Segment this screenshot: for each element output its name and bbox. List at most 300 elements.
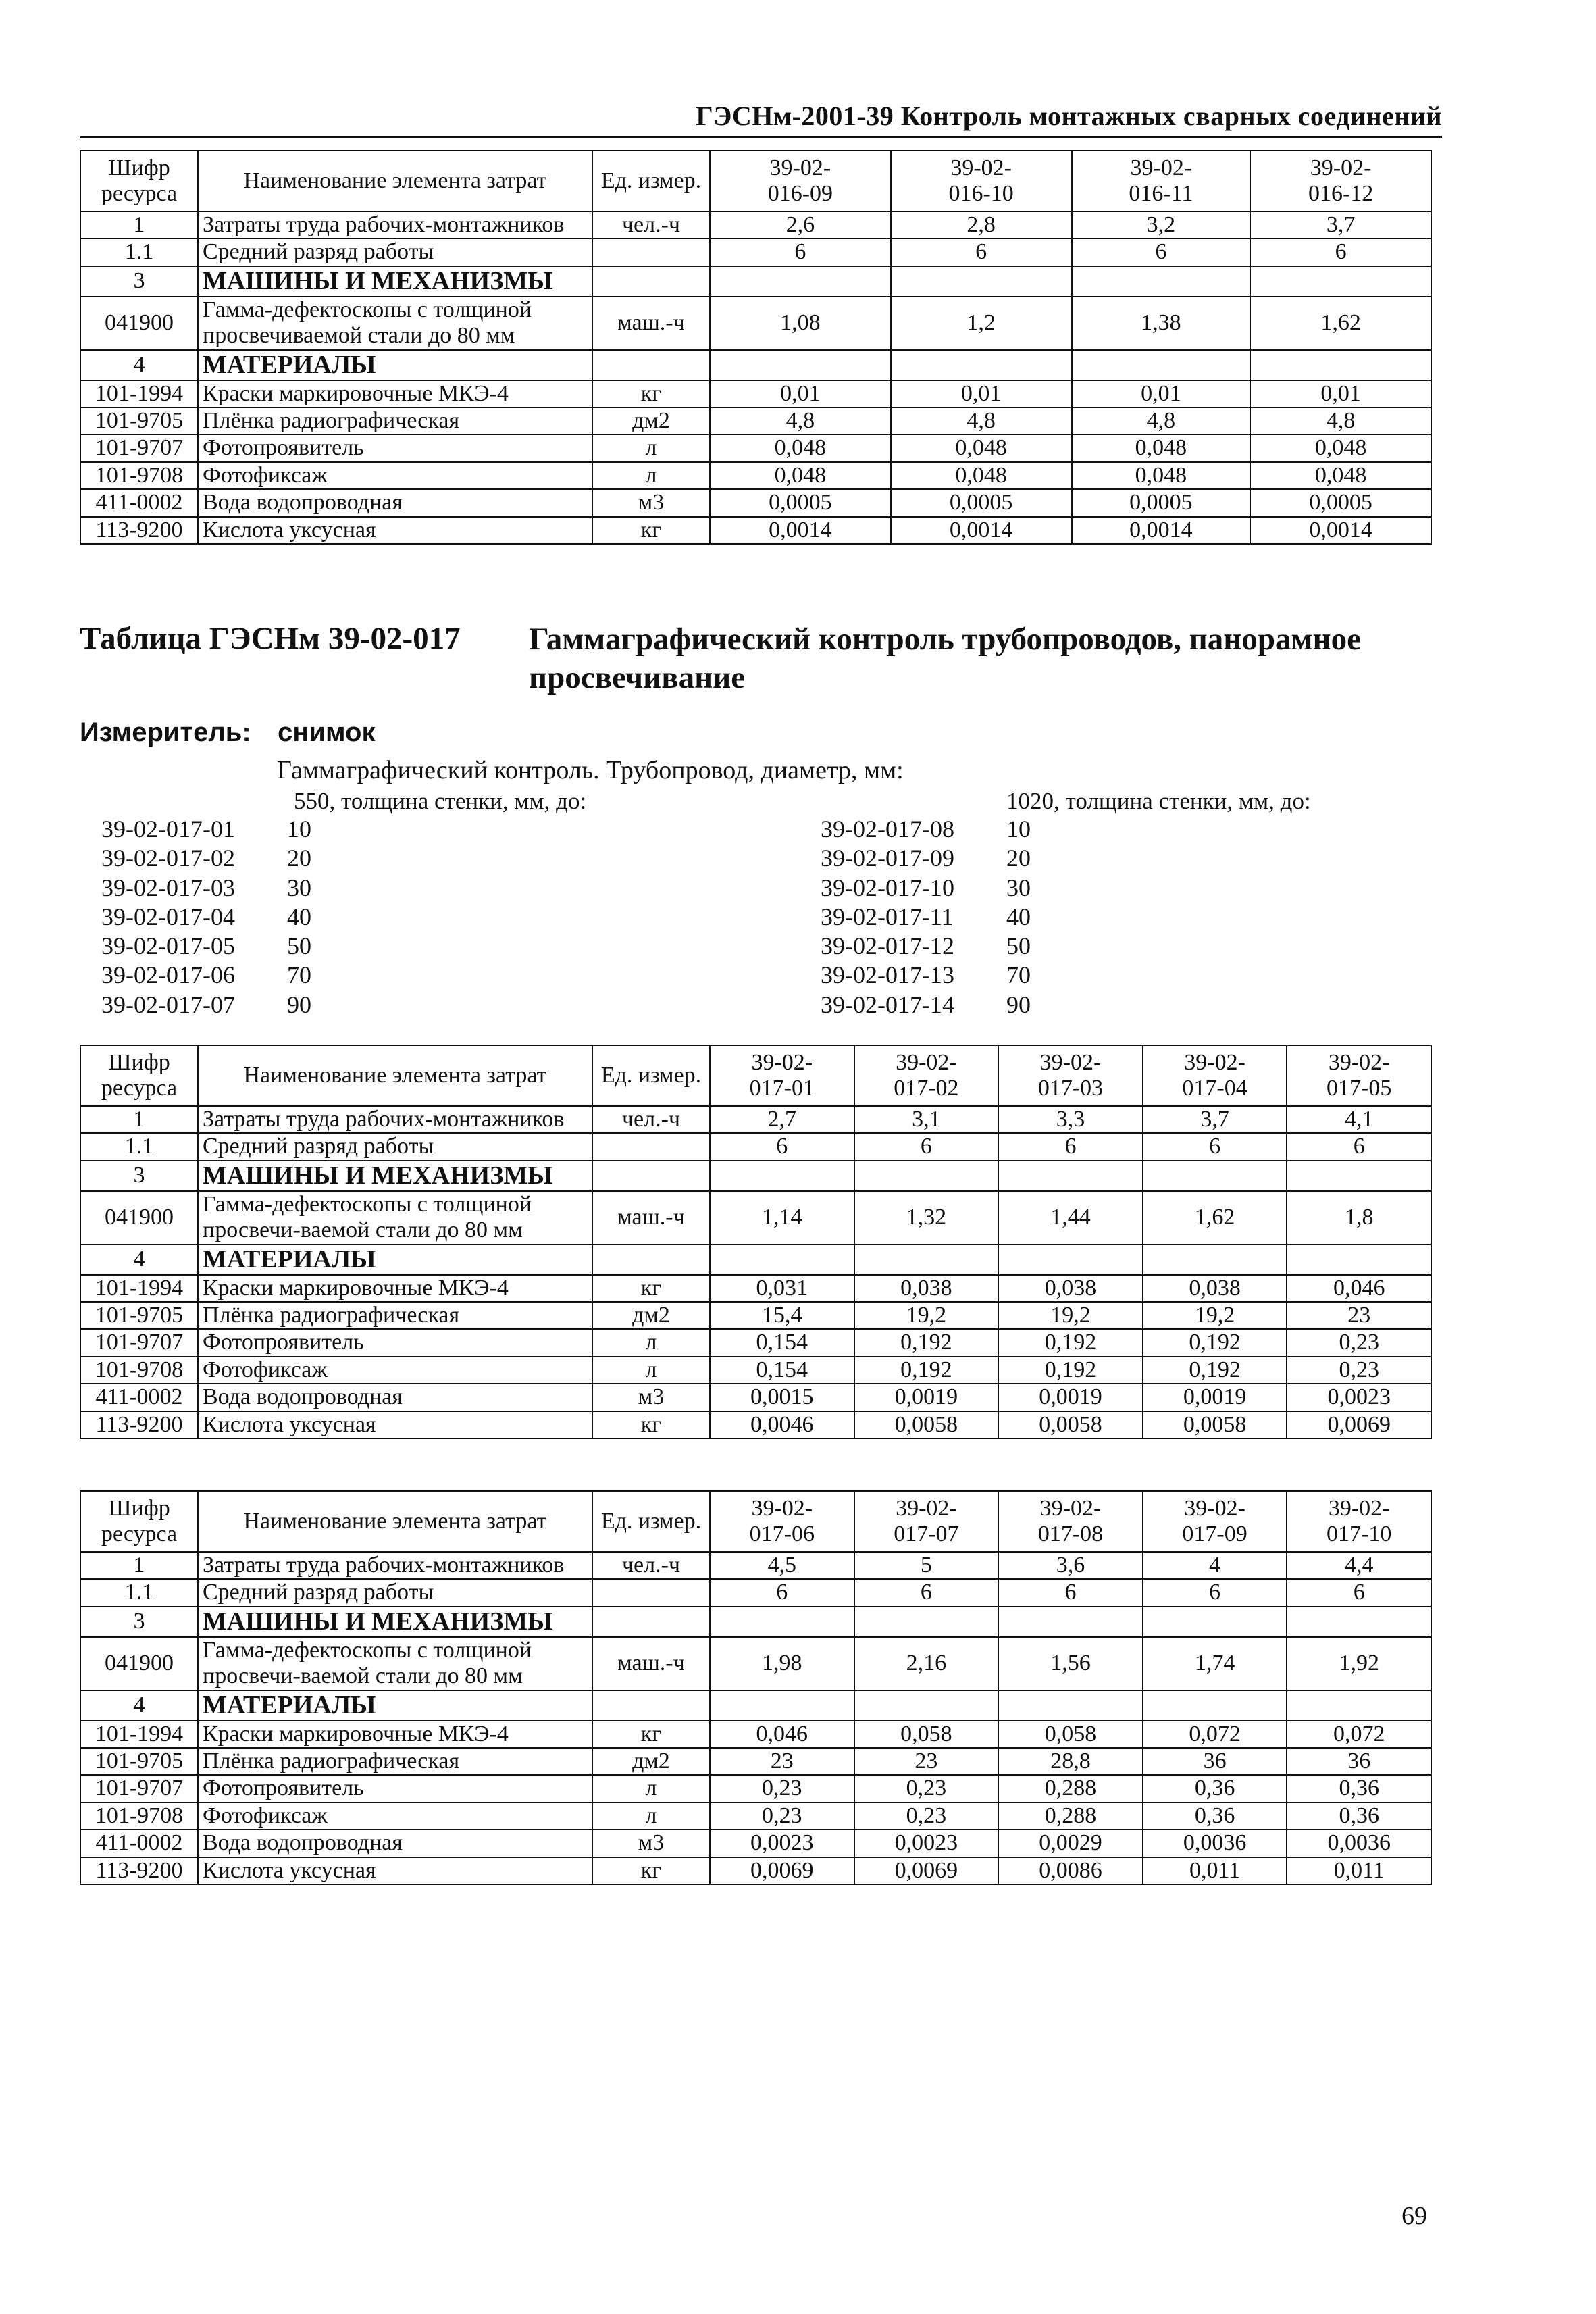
value-cell (998, 1607, 1143, 1637)
norm-value: 28,8 (998, 1748, 1143, 1775)
wall-thickness: 20 (287, 845, 311, 872)
resource-unit: дм2 (592, 1302, 710, 1329)
norm-value: 0,23 (710, 1775, 854, 1802)
norm-value: 2,7 (710, 1106, 854, 1133)
header-code: Шифр ресурса (80, 1491, 198, 1552)
table-row (80, 211, 1431, 238)
resource-table-016 (80, 150, 1432, 545)
resource-code: 101-9707 (80, 434, 198, 461)
header-norm-code: 39-02- 017-05 (1287, 1045, 1431, 1106)
norm-value: 3,7 (1143, 1106, 1287, 1133)
resource-unit: л (592, 434, 710, 461)
resource-table-017-a (80, 1045, 1432, 1439)
norm-value: 0,048 (1250, 434, 1431, 461)
norm-value: 36 (1143, 1748, 1287, 1775)
norm-value: 1,8 (1287, 1191, 1431, 1244)
resource-code: 1.1 (80, 1133, 198, 1160)
resource-name: Плёнка радиографическая (198, 407, 592, 434)
table-row (80, 517, 1431, 544)
section-title: МАТЕРИАЛЫ (198, 1690, 592, 1721)
code-row (101, 903, 355, 932)
section-row (80, 350, 1431, 380)
norm-value: 0,0005 (1072, 489, 1251, 516)
norm-value: 0,0005 (1250, 489, 1431, 516)
meter-label: Измеритель: (80, 718, 251, 747)
section-row (80, 1690, 1431, 1721)
table-row (80, 1803, 1431, 1830)
norm-value: 0,0058 (998, 1411, 1143, 1438)
value-cell (998, 1690, 1143, 1721)
resource-name: Вода водопроводная (198, 1384, 592, 1411)
resource-code: 1 (80, 1106, 198, 1133)
norm-value: 0,0014 (1250, 517, 1431, 544)
norm-value: 0,046 (1287, 1275, 1431, 1302)
wall-thickness: 30 (1006, 874, 1031, 901)
header-norm-code: 39-02- 016-10 (891, 151, 1072, 211)
value-cell (1287, 1244, 1431, 1275)
norm-value: 0,048 (1250, 462, 1431, 489)
norm-value: 0,011 (1143, 1857, 1287, 1884)
norm-code: 39-02-017-11 (821, 903, 954, 930)
resource-name: Краски маркировочные МКЭ-4 (198, 380, 592, 407)
norm-value: 0,072 (1143, 1721, 1287, 1748)
resource-code: 041900 (80, 1191, 198, 1244)
resource-name: Фотопроявитель (198, 1329, 592, 1356)
norm-value: 23 (854, 1748, 999, 1775)
value-cell (1143, 1607, 1287, 1637)
resource-name: Средний разряд работы (198, 1579, 592, 1606)
header-unit: Ед. измер. (592, 151, 710, 211)
norm-code: 39-02-017-02 (101, 845, 235, 872)
table-row (80, 1191, 1431, 1244)
norm-value: 0,058 (998, 1721, 1143, 1748)
norm-value: 0,0036 (1287, 1830, 1431, 1857)
value-cell (998, 1244, 1143, 1275)
norm-value: 0,0086 (998, 1857, 1143, 1884)
code-row (101, 990, 355, 1020)
unit-cell (592, 1244, 710, 1275)
wall-thickness: 70 (287, 961, 311, 989)
wall-thickness: 90 (1006, 990, 1031, 1018)
table-header-row (80, 1491, 1431, 1552)
norm-value: 6 (1072, 238, 1251, 266)
code-list-1020 (821, 815, 1074, 1020)
value-cell (891, 266, 1072, 297)
norm-value: 0,0036 (1143, 1830, 1287, 1857)
resource-name: Гамма-дефектоскопы с толщиной просвечиваемой стали до 80 мм (198, 297, 592, 350)
header-unit: Ед. измер. (592, 1491, 710, 1552)
resource-name: Фотопроявитель (198, 1775, 592, 1802)
section-row (80, 1607, 1431, 1637)
wall-thickness: 50 (287, 932, 311, 960)
resource-code: 4 (80, 1244, 198, 1275)
wall-thickness: 90 (287, 990, 311, 1018)
value-cell (710, 1244, 854, 1275)
table-row (80, 1133, 1431, 1160)
resource-unit (592, 1579, 710, 1606)
norm-value: 0,048 (1072, 434, 1251, 461)
resource-unit: чел.-ч (592, 1552, 710, 1579)
table-row (80, 1411, 1431, 1438)
table-row (80, 1357, 1431, 1384)
code-row (821, 903, 1074, 932)
resource-code: 411-0002 (80, 1830, 198, 1857)
resource-unit: маш.-ч (592, 1191, 710, 1244)
norm-value: 0,0019 (1143, 1384, 1287, 1411)
code-row (101, 844, 355, 873)
section-title: МАТЕРИАЛЫ (198, 1244, 592, 1275)
resource-code: 041900 (80, 1637, 198, 1690)
resource-unit: кг (592, 517, 710, 544)
norm-value: 6 (1287, 1133, 1431, 1160)
resource-unit: кг (592, 1857, 710, 1884)
table-row (80, 462, 1431, 489)
norm-value: 0,01 (1250, 380, 1431, 407)
resource-unit: м3 (592, 1830, 710, 1857)
norm-value: 2,6 (710, 211, 891, 238)
norm-code: 39-02-017-08 (821, 815, 954, 842)
resource-name: Плёнка радиографическая (198, 1302, 592, 1329)
resource-unit: чел.-ч (592, 211, 710, 238)
subgroup-1020: 1020, толщина стенки, мм, до: (1006, 788, 1311, 814)
section-title: МАТЕРИАЛЫ (198, 350, 592, 380)
norm-value: 4,5 (710, 1552, 854, 1579)
norm-code: 39-02-017-12 (821, 932, 954, 960)
norm-value: 0,0058 (854, 1411, 999, 1438)
code-row (821, 932, 1074, 961)
table-title (80, 620, 1361, 696)
resource-name: Средний разряд работы (198, 1133, 592, 1160)
table-row (80, 1775, 1431, 1802)
wall-thickness: 30 (287, 874, 311, 901)
header-unit: Ед. измер. (592, 1045, 710, 1106)
resource-code: 101-9705 (80, 1748, 198, 1775)
value-cell (710, 350, 891, 380)
resource-name: Кислота уксусная (198, 517, 592, 544)
value-cell (710, 1690, 854, 1721)
norm-value: 0,192 (1143, 1329, 1287, 1356)
norm-value: 2,8 (891, 211, 1072, 238)
resource-name: Кислота уксусная (198, 1857, 592, 1884)
resource-unit: л (592, 1357, 710, 1384)
norm-value: 1,74 (1143, 1637, 1287, 1690)
table-row (80, 238, 1431, 266)
header-name: Наименование элемента затрат (198, 151, 592, 211)
norm-value: 6 (998, 1579, 1143, 1606)
code-row (821, 961, 1074, 990)
norm-value: 0,36 (1287, 1803, 1431, 1830)
resource-unit: л (592, 1775, 710, 1802)
norm-value: 0,031 (710, 1275, 854, 1302)
norm-value: 4,1 (1287, 1106, 1431, 1133)
resource-unit: чел.-ч (592, 1106, 710, 1133)
header-norm-code: 39-02- 016-09 (710, 151, 891, 211)
resource-unit: л (592, 1803, 710, 1830)
norm-value: 3,3 (998, 1106, 1143, 1133)
value-cell (1143, 1690, 1287, 1721)
norm-value: 15,4 (710, 1302, 854, 1329)
norm-value: 0,0019 (998, 1384, 1143, 1411)
norm-value: 0,038 (1143, 1275, 1287, 1302)
value-cell (1143, 1161, 1287, 1191)
norm-value: 6 (1287, 1579, 1431, 1606)
resource-name: Краски маркировочные МКЭ-4 (198, 1275, 592, 1302)
header-norm-code: 39-02- 017-01 (710, 1045, 854, 1106)
header-name: Наименование элемента затрат (198, 1045, 592, 1106)
header-norm-code: 39-02- 017-02 (854, 1045, 999, 1106)
norm-value: 0,038 (998, 1275, 1143, 1302)
wall-thickness: 10 (1006, 815, 1031, 842)
resource-name: Фотофиксаж (198, 1357, 592, 1384)
norm-value: 0,36 (1143, 1803, 1287, 1830)
norm-value: 19,2 (998, 1302, 1143, 1329)
norm-value: 0,192 (854, 1357, 999, 1384)
norm-code: 39-02-017-04 (101, 903, 235, 930)
resource-code: 101-9705 (80, 1302, 198, 1329)
resource-code: 3 (80, 1161, 198, 1191)
resource-name: Плёнка радиографическая (198, 1748, 592, 1775)
resource-unit: дм2 (592, 1748, 710, 1775)
resource-unit (592, 1133, 710, 1160)
resource-name: Краски маркировочные МКЭ-4 (198, 1721, 592, 1748)
norm-value: 0,0015 (710, 1384, 854, 1411)
resource-code: 411-0002 (80, 1384, 198, 1411)
norm-value: 4,8 (710, 407, 891, 434)
norm-value: 1,92 (1287, 1637, 1431, 1690)
resource-code: 041900 (80, 297, 198, 350)
norm-value: 19,2 (854, 1302, 999, 1329)
resource-code: 101-9707 (80, 1329, 198, 1356)
code-row (821, 815, 1074, 844)
unit-cell (592, 1161, 710, 1191)
code-row (101, 932, 355, 961)
meter-value: снимок (278, 718, 376, 747)
wall-thickness: 50 (1006, 932, 1031, 960)
resource-code: 101-9705 (80, 407, 198, 434)
norm-value: 6 (1143, 1133, 1287, 1160)
norm-value: 0,154 (710, 1357, 854, 1384)
norm-value: 0,01 (1072, 380, 1251, 407)
norm-value: 6 (710, 1133, 854, 1160)
resource-code: 101-9707 (80, 1775, 198, 1802)
table-row (80, 1857, 1431, 1884)
header-norm-code: 39-02- 017-10 (1287, 1491, 1431, 1552)
norm-value: 1,56 (998, 1637, 1143, 1690)
norm-value: 2,16 (854, 1637, 999, 1690)
page-number: 69 (1401, 2202, 1427, 2230)
resource-code: 101-1994 (80, 1275, 198, 1302)
norm-value: 1,08 (710, 297, 891, 350)
resource-unit: кг (592, 1275, 710, 1302)
resource-unit: л (592, 1329, 710, 1356)
norm-value: 1,98 (710, 1637, 854, 1690)
wall-thickness: 20 (1006, 845, 1031, 872)
norm-value: 0,048 (891, 434, 1072, 461)
norm-value: 5 (854, 1552, 999, 1579)
header-code: Шифр ресурса (80, 151, 198, 211)
resource-code: 1 (80, 1552, 198, 1579)
value-cell (1287, 1161, 1431, 1191)
norm-value: 0,0023 (1287, 1384, 1431, 1411)
norm-value: 23 (710, 1748, 854, 1775)
code-row (821, 844, 1074, 873)
norm-value: 0,192 (854, 1329, 999, 1356)
value-cell (710, 1607, 854, 1637)
section-row (80, 1244, 1431, 1275)
subgroup-550: 550, толщина стенки, мм, до: (294, 788, 587, 814)
resource-name: Вода водопроводная (198, 1830, 592, 1857)
value-cell (710, 1161, 854, 1191)
table-row (80, 1748, 1431, 1775)
norm-code: 39-02-017-13 (821, 961, 954, 989)
norm-value: 3,2 (1072, 211, 1251, 238)
code-row (821, 990, 1074, 1020)
table-row (80, 1830, 1431, 1857)
norm-value: 1,32 (854, 1191, 999, 1244)
table-row (80, 1384, 1431, 1411)
norm-value: 6 (710, 1579, 854, 1606)
header-code: Шифр ресурса (80, 1045, 198, 1106)
table-row (80, 1275, 1431, 1302)
table-row (80, 1329, 1431, 1356)
norm-code: 39-02-017-07 (101, 990, 235, 1018)
resource-unit: м3 (592, 489, 710, 516)
norm-code: 39-02-017-01 (101, 815, 235, 842)
resource-name: Вода водопроводная (198, 489, 592, 516)
norm-value: 0,0023 (854, 1830, 999, 1857)
resource-unit (592, 238, 710, 266)
header-norm-code: 39-02- 016-11 (1072, 151, 1251, 211)
norm-value: 0,038 (854, 1275, 999, 1302)
table-row (80, 1721, 1431, 1748)
norm-value: 4,8 (1072, 407, 1251, 434)
norm-code: 39-02-017-10 (821, 874, 954, 901)
norm-value: 0,0019 (854, 1384, 999, 1411)
resource-code: 113-9200 (80, 1857, 198, 1884)
table-row (80, 407, 1431, 434)
norm-value: 23 (1287, 1302, 1431, 1329)
norm-value: 1,44 (998, 1191, 1143, 1244)
norm-value: 0,058 (854, 1721, 999, 1748)
norm-value: 0,0069 (854, 1857, 999, 1884)
section-row (80, 266, 1431, 297)
section-row (80, 1161, 1431, 1191)
resource-name: Фотофиксаж (198, 1803, 592, 1830)
table-row (80, 1106, 1431, 1133)
norm-value: 0,0005 (891, 489, 1072, 516)
norm-value: 0,0046 (710, 1411, 854, 1438)
resource-unit: кг (592, 380, 710, 407)
resource-code: 113-9200 (80, 1411, 198, 1438)
header-norm-code: 39-02- 017-07 (854, 1491, 999, 1552)
value-cell (854, 1607, 999, 1637)
norm-value: 4,4 (1287, 1552, 1431, 1579)
resource-unit: маш.-ч (592, 1637, 710, 1690)
value-cell (998, 1161, 1143, 1191)
norm-value: 0,192 (1143, 1357, 1287, 1384)
norm-code: 39-02-017-09 (821, 845, 954, 872)
value-cell (1250, 266, 1431, 297)
resource-code: 101-1994 (80, 380, 198, 407)
norm-value: 0,048 (891, 462, 1072, 489)
header-norm-code: 39-02- 016-12 (1250, 151, 1431, 211)
header-norm-code: 39-02- 017-06 (710, 1491, 854, 1552)
resource-code: 113-9200 (80, 517, 198, 544)
value-cell (1072, 266, 1251, 297)
wall-thickness: 70 (1006, 961, 1031, 989)
norm-value: 0,0023 (710, 1830, 854, 1857)
resource-unit: кг (592, 1721, 710, 1748)
unit-cell (592, 1607, 710, 1637)
norm-value: 0,23 (710, 1803, 854, 1830)
resource-code: 1.1 (80, 238, 198, 266)
norm-value: 0,288 (998, 1775, 1143, 1802)
norm-value: 0,0005 (710, 489, 891, 516)
norm-value: 6 (854, 1133, 999, 1160)
resource-name: Гамма-дефектоскопы с толщиной просвечи-ваемой стали до 80 мм (198, 1637, 592, 1690)
norm-value: 0,0069 (710, 1857, 854, 1884)
code-row (821, 874, 1074, 903)
norm-value: 6 (998, 1133, 1143, 1160)
norm-value: 0,154 (710, 1329, 854, 1356)
wall-thickness: 10 (287, 815, 311, 842)
norm-value: 6 (710, 238, 891, 266)
value-cell (1287, 1607, 1431, 1637)
norm-value: 0,048 (710, 462, 891, 489)
norm-value: 0,011 (1287, 1857, 1431, 1884)
norm-value: 0,288 (998, 1803, 1143, 1830)
norm-value: 0,0069 (1287, 1411, 1431, 1438)
resource-code: 3 (80, 266, 198, 297)
norm-value: 0,048 (710, 434, 891, 461)
unit-cell (592, 1690, 710, 1721)
table-row (80, 297, 1431, 350)
resource-unit: маш.-ч (592, 297, 710, 350)
table-row (80, 1302, 1431, 1329)
norm-value: 0,192 (998, 1357, 1143, 1384)
unit-cell (592, 350, 710, 380)
resource-name: Средний разряд работы (198, 238, 592, 266)
value-cell (1250, 350, 1431, 380)
norm-value: 36 (1287, 1748, 1431, 1775)
section-title: МАШИНЫ И МЕХАНИЗМЫ (198, 1607, 592, 1637)
resource-table-017-b (80, 1490, 1432, 1885)
section-title: МАШИНЫ И МЕХАНИЗМЫ (198, 1161, 592, 1191)
norm-value: 0,192 (998, 1329, 1143, 1356)
norm-value: 6 (1143, 1579, 1287, 1606)
header-name: Наименование элемента затрат (198, 1491, 592, 1552)
norm-value: 0,23 (1287, 1329, 1431, 1356)
unit-cell (592, 266, 710, 297)
table-header-row (80, 1045, 1431, 1106)
resource-code: 101-9708 (80, 462, 198, 489)
resource-code: 101-1994 (80, 1721, 198, 1748)
norm-value: 0,072 (1287, 1721, 1431, 1748)
meter-line (80, 718, 376, 748)
norm-value: 19,2 (1143, 1302, 1287, 1329)
code-row (101, 874, 355, 903)
norm-value: 0,36 (1287, 1775, 1431, 1802)
resource-code: 4 (80, 1690, 198, 1721)
resource-code: 1.1 (80, 1579, 198, 1606)
table-row (80, 1552, 1431, 1579)
value-cell (1072, 350, 1251, 380)
table-header-row (80, 151, 1431, 211)
resource-name: Гамма-дефектоскопы с толщиной просвечи-ваемой стали до 80 мм (198, 1191, 592, 1244)
resource-name: Фотопроявитель (198, 434, 592, 461)
norm-value: 1,38 (1072, 297, 1251, 350)
norm-value: 0,23 (854, 1775, 999, 1802)
